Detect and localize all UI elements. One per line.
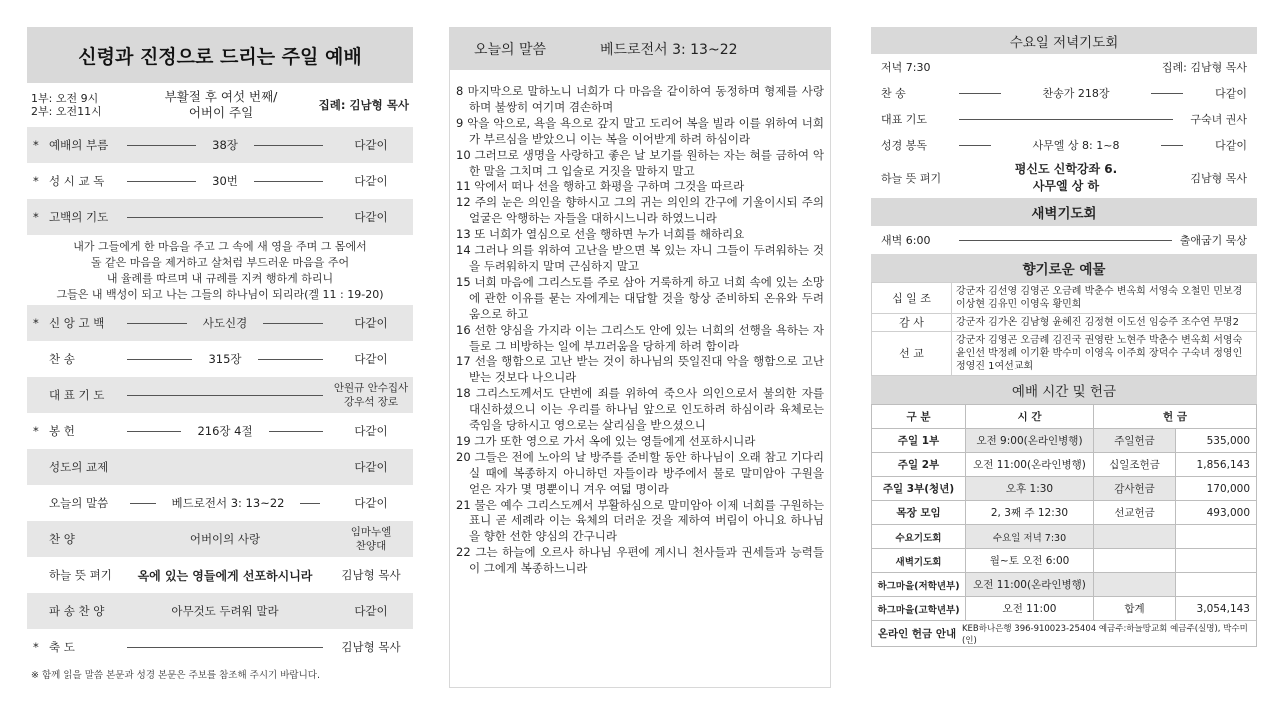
table-row <box>872 501 1257 525</box>
service-name: 새벽기도회 <box>872 549 966 573</box>
verse-line: 내가 그들에게 한 마음을 주고 그 속에 새 영을 주며 그 몸에서 <box>73 240 367 253</box>
order-name: 오늘의 말씀 <box>49 496 109 510</box>
col-header: 구 분 <box>872 405 966 429</box>
wednesday-row <box>871 106 1257 132</box>
offering-amount <box>1176 573 1257 597</box>
order-text: 38장 <box>212 138 238 152</box>
order-name: 신 앙 고 백 <box>49 316 105 330</box>
order-row <box>27 413 413 449</box>
footnote: ※ 함께 읽을 말씀 본문과 성경 본문은 주보를 참조해 주시기 바랍니다. <box>31 670 320 681</box>
table-row <box>872 549 1257 573</box>
offering-kind: 선 교 <box>872 332 952 376</box>
order-row <box>27 163 413 199</box>
order-leader: 김남형 목사 <box>341 568 401 582</box>
offering-row <box>872 314 1257 332</box>
order-content <box>121 423 329 439</box>
service-name: 수요기도회 <box>872 525 966 549</box>
row-label: 찬 송 <box>881 87 906 100</box>
leader-line-2: 찬양대 <box>355 540 387 552</box>
order-text: 사도신경 <box>202 316 248 330</box>
order-name: 성 시 교 독 <box>49 174 105 188</box>
order-text: 아무것도 두려워 말라 <box>171 604 279 618</box>
scripture-text <box>450 70 830 577</box>
order-name: 성도의 교제 <box>49 460 109 474</box>
order-row <box>27 449 413 485</box>
sermon-title: 옥에 있는 영들에게 선포하시니라 <box>137 568 313 583</box>
order-row <box>27 199 413 235</box>
verse: 22 그는 하늘에 오르사 하나님 우편에 계시니 천사들과 권세들과 능력들이 그에게 복종하느니라 <box>456 545 824 576</box>
row-label: 하늘 뜻 펴기 <box>881 172 942 185</box>
dawn-row <box>871 226 1257 254</box>
order-leader: 다같이 <box>354 138 388 152</box>
offering-category: 주일헌금 <box>1094 429 1176 453</box>
online-offering-row <box>871 621 1257 647</box>
leader-line-1: 안원규 안수집사 <box>333 382 409 394</box>
order-content <box>121 531 329 547</box>
order-content <box>121 603 329 619</box>
order-name: 고백의 기도 <box>49 210 109 224</box>
row-leader: 구숙녀 권사 <box>1190 113 1247 126</box>
offering-amount: 1,856,143 <box>1176 453 1257 477</box>
order-row <box>27 521 413 557</box>
service-time: 오후 1:30 <box>966 477 1094 501</box>
theme-line-1: 부활절 후 여섯 번째/ <box>164 89 278 104</box>
verse: 8 마지막으로 말하노니 너희가 다 마음을 같이하여 동정하며 형제를 사랑하며 불쌍히 여기며 겸손하며 <box>456 84 824 114</box>
verse: 20 그들은 전에 노아의 날 방주를 준비할 동안 하나님이 오래 참고 기다리실 때에 복종하지 아니하던 자들이라 방주에서 물로 말미암아 구원을 얻은 자가 몇 명뿐이니 겨우 여덟 명이라 <box>456 449 824 496</box>
verse-line: 그들은 내 백성이 되고 나는 그들의 하나님이 되리라(겔 11 : 19-20) <box>56 288 384 301</box>
order-name: 파 송 찬 양 <box>49 604 105 618</box>
order-leader: 다같이 <box>354 352 388 366</box>
order-leader: 다같이 <box>354 424 388 438</box>
offering-amount <box>1176 525 1257 549</box>
order-name: 봉 헌 <box>49 424 75 438</box>
table-row <box>872 525 1257 549</box>
offering-amount: 170,000 <box>1176 477 1257 501</box>
order-name: 대 표 기 도 <box>49 388 105 402</box>
table-row <box>872 429 1257 453</box>
service-time: 월~토 오전 6:00 <box>966 549 1094 573</box>
service-time: 오전 11:00(온라인병행) <box>966 573 1094 597</box>
service-name: 주일 3부(청년) <box>872 477 966 501</box>
row-leader: 다같이 <box>1215 139 1247 152</box>
verse: 15 너희 마음에 그리스도를 주로 삼아 거룩하게 하고 너희 속에 있는 소망에 관한 이유를 묻는 자에게는 대답할 것을 항상 준비하되 온유와 두려움으로 하고 <box>456 274 824 321</box>
row-leader: 출애굽기 묵상 <box>1179 234 1247 247</box>
standing-mark: * <box>33 424 39 438</box>
sunday-service-order <box>27 27 413 687</box>
order-content <box>121 647 329 648</box>
order-content <box>121 495 329 511</box>
theme-line-2: 어버이 주일 <box>188 105 254 120</box>
offering-title: 향기로운 예물 <box>871 254 1257 282</box>
order-content <box>121 567 329 584</box>
offering-row <box>872 283 1257 314</box>
order-content <box>121 351 329 367</box>
wednesday-title: 수요일 저녁기도회 <box>871 27 1257 54</box>
wednesday-officiant: 집례: 김남형 목사 <box>1161 61 1247 74</box>
row-text: 찬송가 218장 <box>1042 87 1110 100</box>
order-leader <box>329 381 413 409</box>
row-content <box>951 137 1191 153</box>
offering-category: 선교헌금 <box>1094 501 1176 525</box>
service-header <box>27 83 413 127</box>
order-row <box>27 485 413 521</box>
standing-mark: * <box>33 174 39 188</box>
order-leader <box>329 525 413 553</box>
scripture-reference: 베드로전서 3: 13~22 <box>600 42 738 58</box>
verse: 14 그러나 의를 위하여 고난을 받으면 복 있는 자니 그들이 두려워하는 것을 두려워하지 말며 근심하지 말고 <box>456 243 824 273</box>
order-text: 30번 <box>212 174 238 188</box>
wednesday-sermon <box>961 161 1171 195</box>
order-text: 베드로전서 3: 13~22 <box>171 496 285 510</box>
order-name: 찬 송 <box>49 352 75 366</box>
row-label: 대표 기도 <box>881 113 928 126</box>
offering-amount <box>1176 549 1257 573</box>
service-times <box>27 92 125 118</box>
order-text: 315장 <box>208 352 242 366</box>
order-leader: 김남형 목사 <box>341 640 401 654</box>
wednesday-row <box>871 132 1257 158</box>
verse: 19 그가 또한 영으로 가서 옥에 있는 영들에게 선포하시니라 <box>456 433 756 448</box>
wednesday-time: 저녁 7:30 <box>881 61 931 74</box>
standing-mark: * <box>33 210 39 224</box>
verse: 16 선한 양심을 가지라 이는 그리스도 안에 있는 너희의 선행을 욕하는 자들로 그 비방하는 일에 부끄러움을 당하게 하려 함이라 <box>456 322 824 353</box>
order-row <box>27 629 413 665</box>
order-name: 축 도 <box>49 640 75 654</box>
offering-amount: 535,000 <box>1176 429 1257 453</box>
service-time: 오전 11:00 <box>966 597 1094 621</box>
offering-category: 합계 <box>1094 597 1176 621</box>
verse: 10 그러므로 생명을 사랑하고 좋은 날 보기를 원하는 자는 혀를 금하여 악한 말을 그치며 그 입술로 거짓을 말하지 말고 <box>456 147 824 178</box>
order-leader: 다같이 <box>354 496 388 510</box>
order-row <box>27 593 413 629</box>
order-row <box>27 127 413 163</box>
service-time: 2, 3째 주 12:30 <box>966 501 1094 525</box>
offering-amount: 493,000 <box>1176 501 1257 525</box>
verse: 12 주의 눈은 의인을 향하시고 그의 귀는 의인의 간구에 기울이시되 주의 얼굴은 악행하는 자들을 대하시느니라 하였느니라 <box>456 195 824 226</box>
order-content <box>121 395 329 396</box>
offering-names: 강군자 김가온 김남형 윤혜진 김정현 이도선 임승주 조수연 무명2 <box>952 314 1257 332</box>
standing-mark: * <box>33 640 39 654</box>
row-leader: 다같이 <box>1215 87 1247 100</box>
scripture-header <box>450 28 830 70</box>
order-name: 찬 양 <box>49 532 75 546</box>
col-header: 헌 금 <box>1094 405 1257 429</box>
service-name: 목장 모임 <box>872 501 966 525</box>
table-row <box>872 477 1257 501</box>
wednesday-time-row <box>871 54 1257 80</box>
online-offering-account: KEB하나은행 396-910023-25404 예금주:하늘땅교회 예금주(실명), 박수미(인) <box>961 623 1248 646</box>
order-content <box>121 217 329 218</box>
order-row <box>27 305 413 341</box>
service-name: 주일 1부 <box>872 429 966 453</box>
offering-category: 십일조헌금 <box>1094 453 1176 477</box>
standing-mark: * <box>33 316 39 330</box>
order-content <box>121 137 329 153</box>
order-name: 예배의 부름 <box>49 138 109 152</box>
leader-line-1: 임마누엘 <box>350 526 392 538</box>
order-text: 어버이의 사랑 <box>189 532 261 546</box>
total-amount: 3,054,143 <box>1176 597 1257 621</box>
wednesday-row <box>871 80 1257 106</box>
order-name: 하늘 뜻 펴기 <box>49 568 112 582</box>
offering-names: 강군자 김선영 김영곤 오금례 박춘수 변옥희 서영숙 오철민 민보경 이상현 김유민 이영옥 황민희 <box>952 283 1257 314</box>
service-name: 주일 2부 <box>872 453 966 477</box>
verse-line: 내 율례를 따르며 내 규례를 지켜 행하게 하리니 <box>106 272 334 285</box>
row-content <box>951 85 1191 101</box>
order-leader: 다같이 <box>354 316 388 330</box>
verse-line: 돌 같은 마음을 제거하고 살처럼 부드러운 마음을 주어 <box>90 256 350 269</box>
offering-kind: 십 일 조 <box>872 283 952 314</box>
schedule-offering-table <box>871 404 1257 621</box>
verse: 21 물은 예수 그리스도께서 부활하심으로 말미암아 이제 너희를 구원하는 표니 곧 세례라 이는 육체의 더러운 것을 제하여 버림이 아니요 하나님을 향한 선한 양심의 간구니라 <box>456 497 824 544</box>
scripture-panel <box>449 27 831 688</box>
offering-kind: 감 사 <box>872 314 952 332</box>
order-leader: 다같이 <box>354 604 388 618</box>
sermon-line-2: 사무엘 상 하 <box>1032 179 1100 193</box>
col-header: 시 간 <box>966 405 1094 429</box>
notices-panel <box>871 27 1257 647</box>
table-row <box>872 573 1257 597</box>
order-content <box>121 173 329 189</box>
verse: 11 악에서 떠나 선을 행하고 화평을 구하며 그것을 따르라 <box>456 179 745 194</box>
confession-verse <box>27 235 413 305</box>
order-content <box>121 315 329 331</box>
offering-category <box>1094 573 1176 597</box>
service-name: 하그마을(고학년부) <box>872 597 966 621</box>
order-row <box>27 341 413 377</box>
offering-row <box>872 332 1257 376</box>
order-leader: 다같이 <box>354 174 388 188</box>
sunday-theme <box>125 89 317 121</box>
order-row <box>27 557 413 593</box>
order-row <box>27 377 413 413</box>
table-header-row <box>872 405 1257 429</box>
offering-list <box>871 282 1257 376</box>
row-text: 사무엘 상 8: 1~8 <box>1032 139 1120 152</box>
row-label: 새벽 6:00 <box>881 234 931 247</box>
time-first: 1부: 오전 9시 <box>31 92 99 105</box>
offering-category: 감사헌금 <box>1094 477 1176 501</box>
money-title: 예배 시간 및 헌금 <box>871 376 1257 404</box>
verse: 13 또 너희가 열심으로 선을 행하면 누가 너희를 해하리요 <box>456 227 745 242</box>
service-time: 오전 9:00(온라인병행) <box>966 429 1094 453</box>
order-leader: 다같이 <box>354 210 388 224</box>
wednesday-sermon-row <box>871 158 1257 198</box>
order-text: 216장 4절 <box>197 424 253 438</box>
standing-mark: * <box>33 138 39 152</box>
service-name: 하그마을(저학년부) <box>872 573 966 597</box>
row-content <box>951 119 1181 120</box>
verse: 18 그리스도께서도 단번에 죄를 위하여 죽으사 의인으로서 불의한 자를 대신하셨으니 이는 우리를 하나님 앞으로 인도하려 하심이라 육체로는 죽임을 당하시고 영으로는 살리심을 받으셨으니 <box>456 386 824 433</box>
verse: 17 선을 행함으로 고난 받는 것이 하나님의 뜻일진대 악을 행함으로 고난 받는 것보다 나으니라 <box>456 354 824 385</box>
service-time: 오전 11:00(온라인병행) <box>966 453 1094 477</box>
page-title: 신령과 진정으로 드리는 주일 예배 <box>27 27 413 83</box>
online-offering-label: 온라인 헌금 안내 <box>877 628 957 640</box>
scripture-label: 오늘의 말씀 <box>474 42 547 58</box>
officiant: 집례: 김남형 목사 <box>318 98 409 112</box>
time-second: 2부: 오전11시 <box>31 105 102 118</box>
leader-line-2: 강우석 장로 <box>343 396 399 408</box>
table-row <box>872 453 1257 477</box>
sermon-line-1: 평신도 신학강좌 6. <box>1014 162 1118 176</box>
table-row <box>872 597 1257 621</box>
service-time: 수요일 저녁 7:30 <box>966 525 1094 549</box>
row-leader: 김남형 목사 <box>1190 172 1247 185</box>
offering-category <box>1094 549 1176 573</box>
offering-names: 강군자 김영곤 오금례 김진국 권영란 노현주 박춘수 변옥희 서영숙 윤인선 박정례 이기환 박수미 이영옥 이주희 장덕수 구숙녀 정영인 정영진 1여선교회 <box>952 332 1257 376</box>
row-label: 성경 봉독 <box>881 139 928 152</box>
offering-category <box>1094 525 1176 549</box>
verse: 9 악을 악으로, 욕을 욕으로 갚지 말고 도리어 복을 빌라 이를 위하여 너희가 부르심을 받았으니 이는 복을 이어받게 하려 하심이라 <box>456 115 824 146</box>
dawn-title: 새벽기도회 <box>871 198 1257 226</box>
order-leader: 다같이 <box>354 460 388 474</box>
row-content <box>951 240 1180 241</box>
